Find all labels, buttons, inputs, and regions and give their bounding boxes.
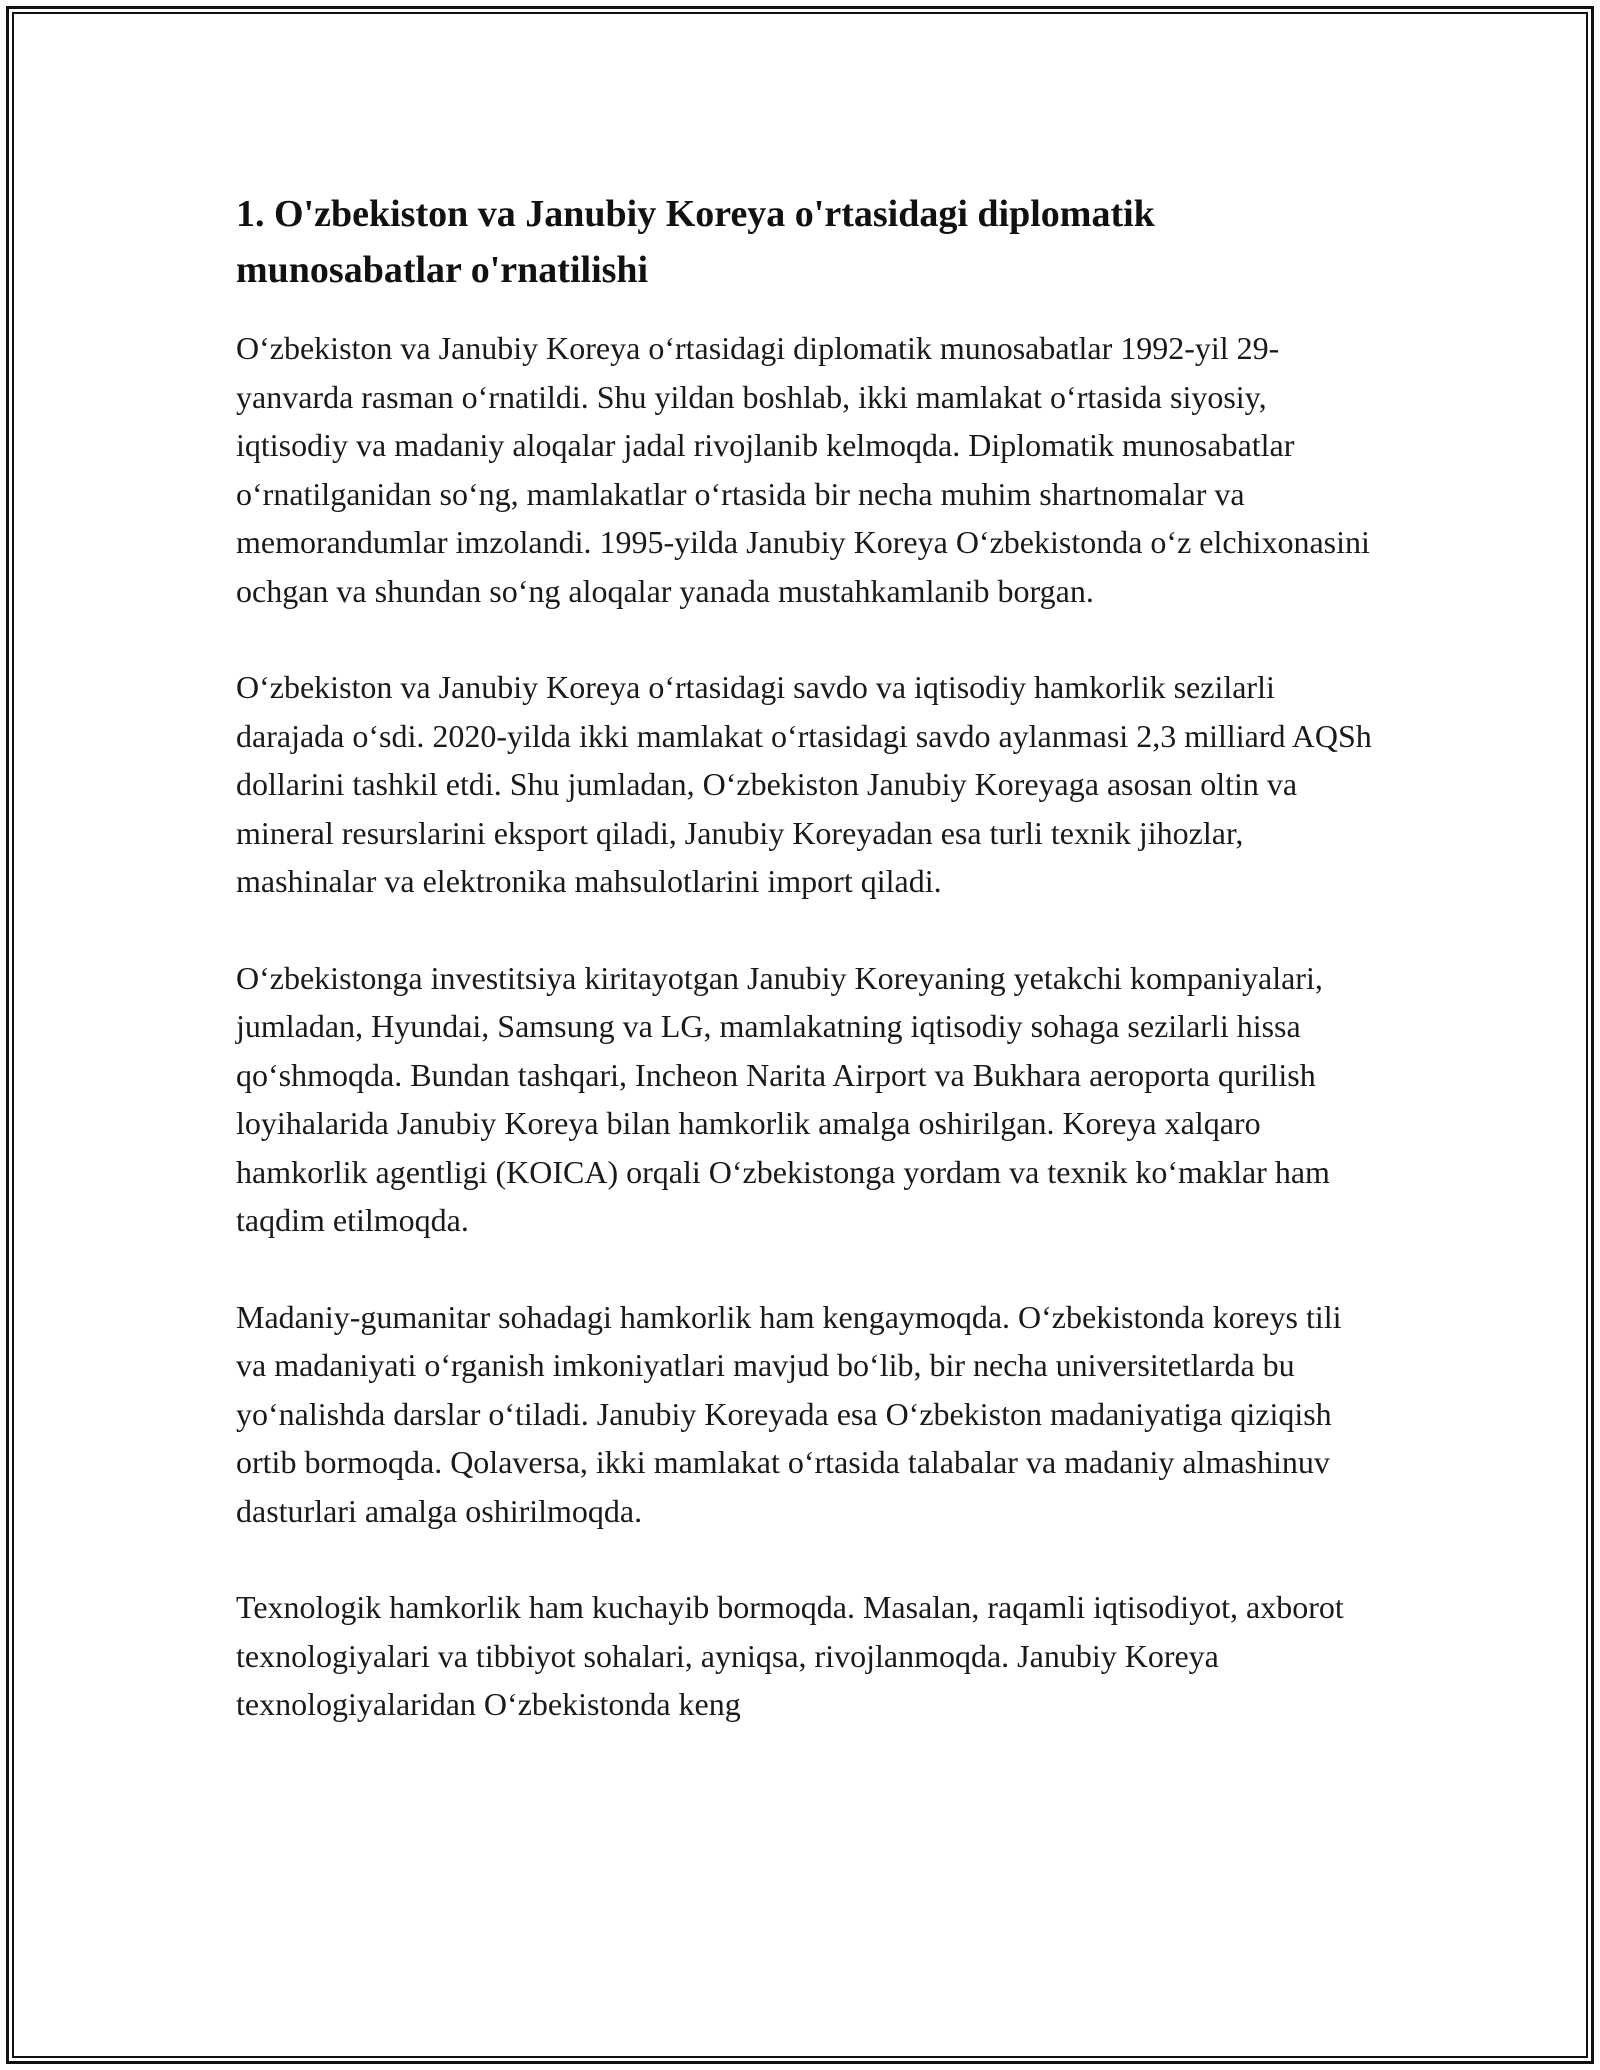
paragraph-trade-economy: O‘zbekiston va Janubiy Koreya o‘rtasidagi savdo va iqtisodiy hamkorlik sezilarli darajada o‘sdi. 2020-yilda ikki mamlakat o‘rtasidagi savdo aylanmasi 2,3 milliard AQSh dollarini tashkil etdi. Shu jumladan, O‘zbekiston Janubiy Koreyaga asosan oltin va mineral resurslarini eksport qiladi, Janubiy Koreyadan esa turli texnik jihozlar, mashinalar va elektronika mahsulotlarini import qiladi. [236, 669, 1372, 899]
document-body [236, 186, 1376, 1729]
paragraph-cultural-cooperation: Madaniy-gumanitar sohadagi hamkorlik ham kengaymoqda. O‘zbekistonda koreys tili va madaniyati o‘rganish imkoniyatlari mavjud bo‘lib, bir necha universitetlarda bu yo‘nalishda darslar o‘tiladi. Janubiy Koreyada esa O‘zbekiston madaniyatiga qiziqish ortib bormoqda. Qolaversa, ikki mamlakat o‘rtasida talabalar va madaniy almashinuv dasturlari amalga oshirilmoqda. [236, 1298, 1342, 1529]
paragraph-technology: Texnologik hamkorlik ham kuchayib bormoqda. Masalan, raqamli iqtisodiyot, axborot texnologiyalari va tibbiyot sohalari, ayniqsa, rivojlanmoqda. Janubiy Koreya texnologiyalaridan O‘zbekistonda keng [236, 1589, 1344, 1722]
section-heading: 1. O'zbekiston va Janubiy Koreya o'rtasidagi diplomatik munosabatlar o'rnatilishi [236, 193, 1155, 291]
paragraph-diplomatic-relations: O‘zbekiston va Janubiy Koreya o‘rtasidagi diplomatik munosabatlar 1992-yil 29-yanvarda rasman o‘rnatildi. Shu yildan boshlab, ikki mamlakat o‘rtasida siyosiy, iqtisodiy va madaniy aloqalar jadal rivojlanib kelmoqda. Diplomatik munosabatlar o‘rnatilganidan so‘ng, mamlakatlar o‘rtasida bir necha muhim shartnomalar va memorandumlar imzolandi. 1995-yilda Janubiy Koreya O‘zbekistonda o‘z elchixonasini ochgan va shundan so‘ng aloqalar yanada mustahkamlanib borgan. [236, 330, 1370, 609]
paragraph-investment: O‘zbekistonga investitsiya kiritayotgan Janubiy Koreyaning yetakchi kompaniyalari, jumladan, Hyundai, Samsung va LG, mamlakatning iqtisodiy sohaga sezilarli hissa qo‘shmoqda. Bundan tashqari, Incheon Narita Airport va Bukhara aeroporta qurilish loyihalarida Janubiy Koreya bilan hamkorlik amalga oshirilgan. Koreya xalqaro hamkorlik agentligi (KOICA) orqali O‘zbekistonga yordam va texnik ko‘maklar ham taqdim etilmoqda. [236, 959, 1330, 1238]
